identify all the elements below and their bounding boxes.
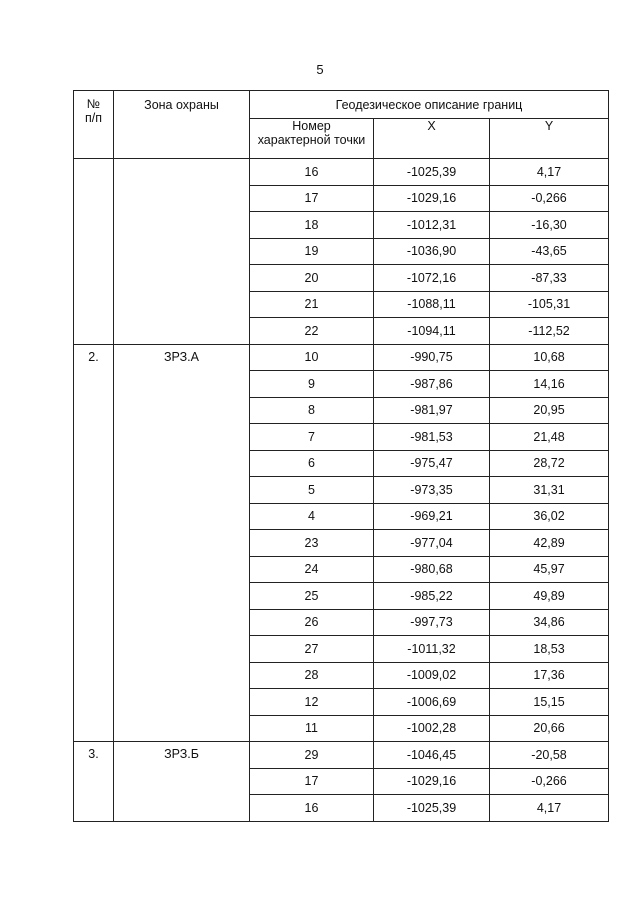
cell-point: 16	[250, 159, 374, 186]
page-number: 5	[316, 62, 324, 77]
cell-x: -1012,31	[374, 212, 490, 239]
cell-y: -105,31	[490, 291, 609, 318]
cell-point: 17	[250, 768, 374, 795]
num-header-line1: №	[86, 97, 101, 111]
cell-point: 22	[250, 318, 374, 345]
cell-y: 20,66	[490, 715, 609, 742]
group-number: 3.	[74, 742, 114, 822]
cell-x: -1094,11	[374, 318, 490, 345]
cell-y: 28,72	[490, 450, 609, 477]
cell-point: 29	[250, 742, 374, 769]
cell-x: -973,35	[374, 477, 490, 504]
cell-x: -1025,39	[374, 795, 490, 822]
cell-x: -1029,16	[374, 185, 490, 212]
cell-y: 34,86	[490, 609, 609, 636]
geo-header: Геодезическое описание границ	[250, 91, 609, 119]
x-header: X	[374, 119, 490, 159]
cell-x: -975,47	[374, 450, 490, 477]
cell-point: 21	[250, 291, 374, 318]
cell-point: 5	[250, 477, 374, 504]
cell-point: 6	[250, 450, 374, 477]
cell-x: -969,21	[374, 503, 490, 530]
table-row	[74, 344, 609, 371]
zone-name	[114, 159, 250, 345]
table-body	[74, 159, 609, 822]
zone-name: ЗРЗ.Б	[114, 742, 250, 822]
cell-y: -0,266	[490, 185, 609, 212]
cell-x: -981,53	[374, 424, 490, 451]
cell-x: -1006,69	[374, 689, 490, 716]
y-header: Y	[490, 119, 609, 159]
cell-y: 18,53	[490, 636, 609, 663]
cell-y: -87,33	[490, 265, 609, 292]
cell-x: -981,97	[374, 397, 490, 424]
cell-x: -980,68	[374, 556, 490, 583]
group-number: 2.	[74, 344, 114, 742]
cell-x: -990,75	[374, 344, 490, 371]
table-row	[74, 159, 609, 186]
cell-point: 28	[250, 662, 374, 689]
cell-x: -1088,11	[374, 291, 490, 318]
cell-point: 25	[250, 583, 374, 610]
cell-y: 21,48	[490, 424, 609, 451]
cell-point: 16	[250, 795, 374, 822]
cell-x: -977,04	[374, 530, 490, 557]
cell-y: 4,17	[490, 159, 609, 186]
geodetic-table	[73, 90, 609, 822]
cell-y: 49,89	[490, 583, 609, 610]
num-header	[74, 91, 114, 159]
cell-y: -0,266	[490, 768, 609, 795]
zone-header: Зона охраны	[114, 91, 250, 159]
zone-name: ЗРЗ.А	[114, 344, 250, 742]
cell-y: 20,95	[490, 397, 609, 424]
cell-point: 27	[250, 636, 374, 663]
cell-x: -1011,32	[374, 636, 490, 663]
num-header-line2: п/п	[84, 111, 102, 125]
cell-point: 11	[250, 715, 374, 742]
cell-point: 24	[250, 556, 374, 583]
cell-x: -1002,28	[374, 715, 490, 742]
cell-y: -20,58	[490, 742, 609, 769]
cell-x: -1036,90	[374, 238, 490, 265]
table-row	[74, 742, 609, 769]
cell-y: 14,16	[490, 371, 609, 398]
cell-y: -43,65	[490, 238, 609, 265]
cell-x: -997,73	[374, 609, 490, 636]
cell-point: 12	[250, 689, 374, 716]
cell-point: 23	[250, 530, 374, 557]
cell-point: 20	[250, 265, 374, 292]
point-header-line2: характерной точки	[257, 133, 366, 147]
cell-y: -112,52	[490, 318, 609, 345]
cell-point: 19	[250, 238, 374, 265]
cell-x: -1009,02	[374, 662, 490, 689]
point-header-line1: Номер	[292, 119, 331, 133]
cell-point: 4	[250, 503, 374, 530]
cell-y: 36,02	[490, 503, 609, 530]
cell-y: -16,30	[490, 212, 609, 239]
cell-y: 42,89	[490, 530, 609, 557]
cell-point: 9	[250, 371, 374, 398]
cell-x: -1029,16	[374, 768, 490, 795]
cell-point: 8	[250, 397, 374, 424]
cell-point: 17	[250, 185, 374, 212]
cell-y: 4,17	[490, 795, 609, 822]
cell-x: -1046,45	[374, 742, 490, 769]
cell-x: -985,22	[374, 583, 490, 610]
cell-y: 45,97	[490, 556, 609, 583]
cell-point: 26	[250, 609, 374, 636]
cell-point: 7	[250, 424, 374, 451]
cell-y: 31,31	[490, 477, 609, 504]
cell-point: 18	[250, 212, 374, 239]
cell-x: -1025,39	[374, 159, 490, 186]
cell-y: 15,15	[490, 689, 609, 716]
cell-x: -987,86	[374, 371, 490, 398]
cell-y: 17,36	[490, 662, 609, 689]
point-header	[250, 119, 374, 159]
cell-x: -1072,16	[374, 265, 490, 292]
group-number	[74, 159, 114, 345]
cell-point: 10	[250, 344, 374, 371]
cell-y: 10,68	[490, 344, 609, 371]
